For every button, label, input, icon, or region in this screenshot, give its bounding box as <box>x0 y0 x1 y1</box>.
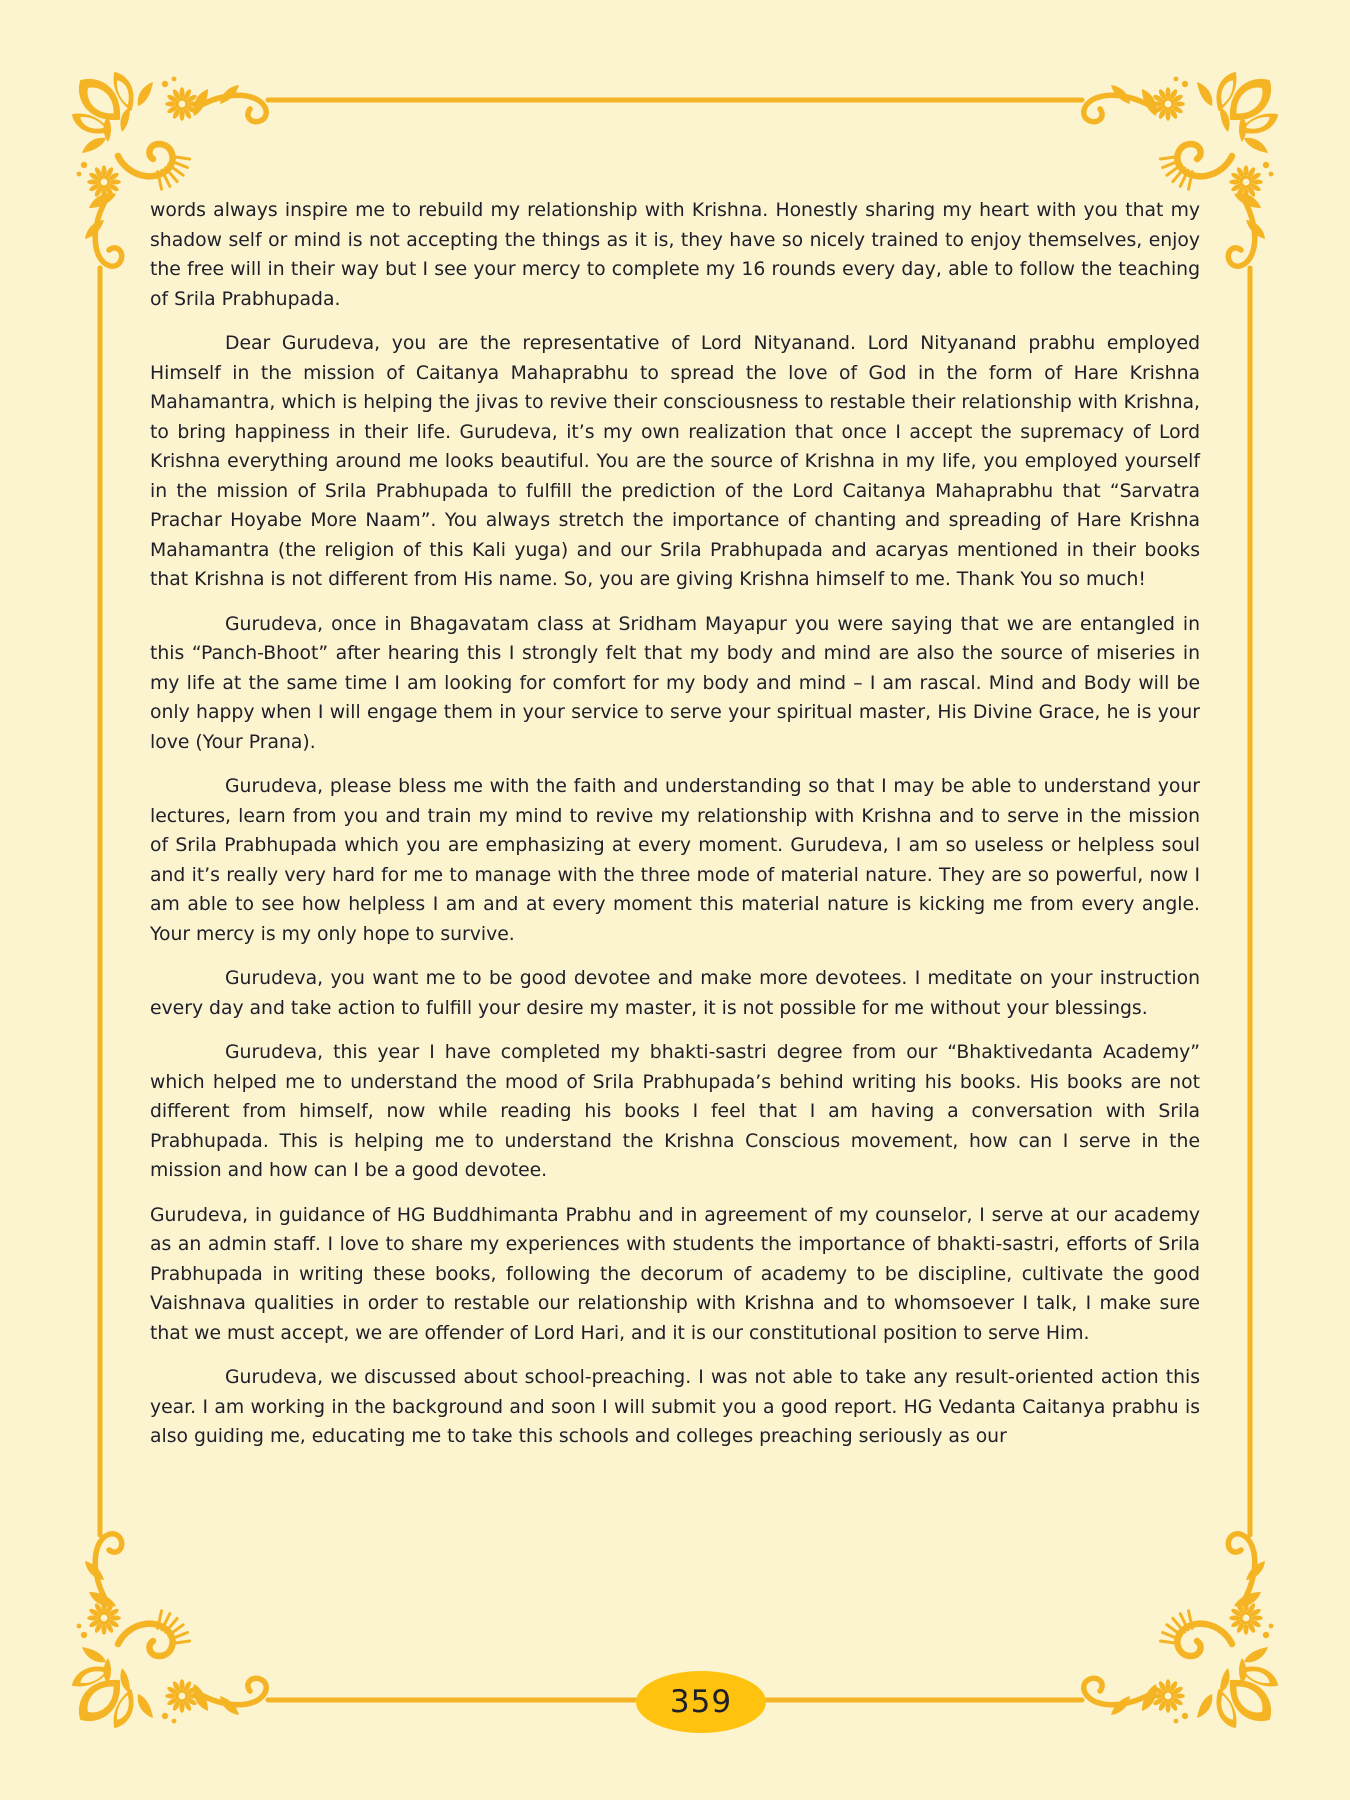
paragraph: Gurudeva, in guidance of HG Buddhimanta Prabhu and in agreement of my counselor, I serve at our academy as an admin staff. I love to share my experiences with students the importance of bhakti-sastri, efforts of Srila Prabhupada in writing these books, following the decorum of academy to be discipline, cultivate the good Vaishnava qualities in order to restable our relationship with Krishna and to whomsoever I talk, I make sure that we must accept, we are offender of Lord Hari, and it is our constitutional position to serve Him. <box>150 1204 1200 1344</box>
page-number: 359 <box>669 1684 733 1720</box>
page-number-badge <box>636 1671 766 1733</box>
paragraph: words always inspire me to rebuild my relationship with Krishna. Honestly sharing my heart with you that my shadow self or mind is not accepting the things as it is, they have so nicely trained to enjoy themselves, enjoy the free will in their way but I see your mercy to complete my 16 rounds every day, able to follow the teaching of Srila Prabhupada. <box>150 200 1200 310</box>
letter-text <box>150 196 1200 1467</box>
paragraph: Gurudeva, you want me to be good devotee and make more devotees. I meditate on your instruction every day and take action to fulfill your desire my master, it is not possible for me without your blessings. <box>150 968 1200 1019</box>
paragraph: Gurudeva, we discussed about school-preaching. I was not able to take any result-oriented action this year. I am working in the background and soon I will submit you a good report. HG Vedanta Caitanya prabhu is also guiding me, educating me to take this schools and colleges preaching seriously as our <box>150 1367 1200 1447</box>
corner-ornament-bottom-right <box>1084 1534 1294 1744</box>
paragraph: Gurudeva, please bless me with the faith and understanding so that I may be able to understand your lectures, learn from you and train my mind to revive my relationship with Krishna and to serve in the mission of Srila Prabhupada which you are emphasizing at every moment. Gurudeva, I am so useless or helpless soul and it’s really very hard for me to manage with the three mode of material nature. They are so powerful, now I am able to see how helpless I am and at every moment this material nature is kicking me from every angle. Your mercy is my only hope to survive. <box>150 776 1200 945</box>
paragraph: Gurudeva, this year I have completed my bhakti-sastri degree from our “Bhaktivedanta Academy” which helped me to understand the mood of Srila Prabhupada’s behind writing his books. His books are not different from himself, now while reading his books I feel that I am having a conversation with Srila Prabhupada. This is helping me to understand the Krishna Conscious movement, how can I serve in the mission and how can I be a good devotee. <box>150 1042 1200 1181</box>
paragraph: Dear Gurudeva, you are the representative of Lord Nityanand. Lord Nityanand prabhu employed Himself in the mission of Caitanya Mahaprabhu to spread the love of God in the form of Hare Krishna Mahamantra, which is helping the jivas to revive their consciousness to restable their relationship with Krishna, to bring happiness in their life. Gurudeva, it’s my own realization that once I accept the supremacy of Lord Krishna everything around me looks beautiful. You are the source of Krishna in my life, you employed yourself in the mission of Srila Prabhupada to fulfill the prediction of the Lord Caitanya Mahaprabhu that “Sarvatra Prachar Hoyabe More Naam”. You always stretch the importance of chanting and spreading of Hare Krishna Mahamantra (the religion of this Kali yuga) and our Srila Prabhupada and acaryas mentioned in their books that Krishna is not different from His name. So, you are giving Krishna himself to me. Thank You so much! <box>150 333 1200 590</box>
paragraph: Gurudeva, once in Bhagavatam class at Sridham Mayapur you were saying that we are entangled in this “Panch-Bhoot” after hearing this I strongly felt that my body and mind are also the source of miseries in my life at the same time I am looking for comfort for my body and mind – I am rascal. Mind and Body will be only happy when I will engage them in your service to serve your spiritual master, His Divine Grace, he is your love (Your Prana). <box>150 613 1200 753</box>
corner-ornament-bottom-left <box>56 1534 266 1744</box>
